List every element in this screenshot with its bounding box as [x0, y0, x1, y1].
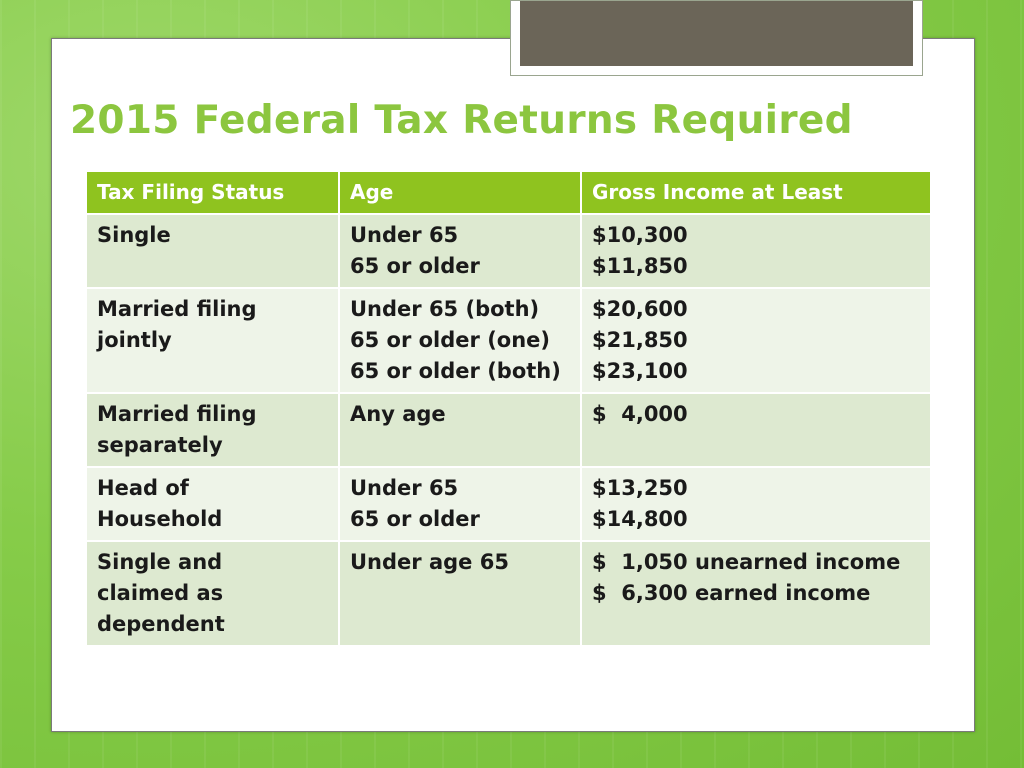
table-row [86, 393, 931, 467]
cell-line: 65 or older [350, 507, 480, 531]
table-row [86, 541, 931, 646]
cell-gross-income [581, 288, 931, 393]
cell-line: Under 65 [350, 476, 459, 500]
cell-line: Single and [97, 550, 223, 574]
table-header-row [86, 171, 931, 214]
cell-line: separately [97, 433, 223, 457]
table-row [86, 288, 931, 393]
cell-filing-status [86, 467, 339, 541]
header-gross-income: Gross Income at Least [581, 171, 931, 214]
cell-line: $13,250 [592, 476, 688, 500]
cell-line: $ 1,050 unearned income [592, 550, 901, 574]
cell-line: jointly [97, 328, 172, 352]
cell-age [339, 541, 581, 646]
cell-line: 65 or older (one) [350, 328, 551, 352]
cell-age [339, 288, 581, 393]
cell-gross-income [581, 541, 931, 646]
cell-age [339, 214, 581, 288]
cell-gross-income [581, 467, 931, 541]
cell-filing-status [86, 541, 339, 646]
header-filing-status: Tax Filing Status [86, 171, 339, 214]
decorative-header-tab-fill [520, 1, 913, 66]
cell-line: $11,850 [592, 254, 688, 278]
cell-filing-status [86, 288, 339, 393]
cell-line: Head of [97, 476, 189, 500]
cell-line: $14,800 [592, 507, 688, 531]
table-row [86, 467, 931, 541]
cell-line: $21,850 [592, 328, 688, 352]
cell-line: dependent [97, 612, 225, 636]
cell-line: Under age 65 [350, 550, 509, 574]
table-row [86, 214, 931, 288]
tax-requirements-table [85, 170, 932, 647]
slide-title: 2015 Federal Tax Returns Required [70, 98, 853, 143]
decorative-header-tab [510, 0, 923, 76]
cell-age [339, 393, 581, 467]
cell-line: Married filing [97, 402, 257, 426]
cell-age [339, 467, 581, 541]
cell-line: Under 65 (both) [350, 297, 540, 321]
cell-line: claimed as [97, 581, 224, 605]
cell-line: 65 or older [350, 254, 480, 278]
cell-line: Household [97, 507, 223, 531]
cell-line: $20,600 [592, 297, 688, 321]
cell-line: Single [97, 223, 171, 247]
cell-line: $ 4,000 [592, 402, 688, 426]
cell-line: Under 65 [350, 223, 459, 247]
cell-line: $ 6,300 earned income [592, 581, 871, 605]
cell-line: $10,300 [592, 223, 688, 247]
cell-line: 65 or older (both) [350, 359, 561, 383]
header-age: Age [339, 171, 581, 214]
cell-line: $23,100 [592, 359, 688, 383]
cell-line: Any age [350, 402, 446, 426]
cell-gross-income [581, 393, 931, 467]
cell-filing-status [86, 214, 339, 288]
cell-line: Married filing [97, 297, 257, 321]
cell-gross-income [581, 214, 931, 288]
cell-filing-status [86, 393, 339, 467]
